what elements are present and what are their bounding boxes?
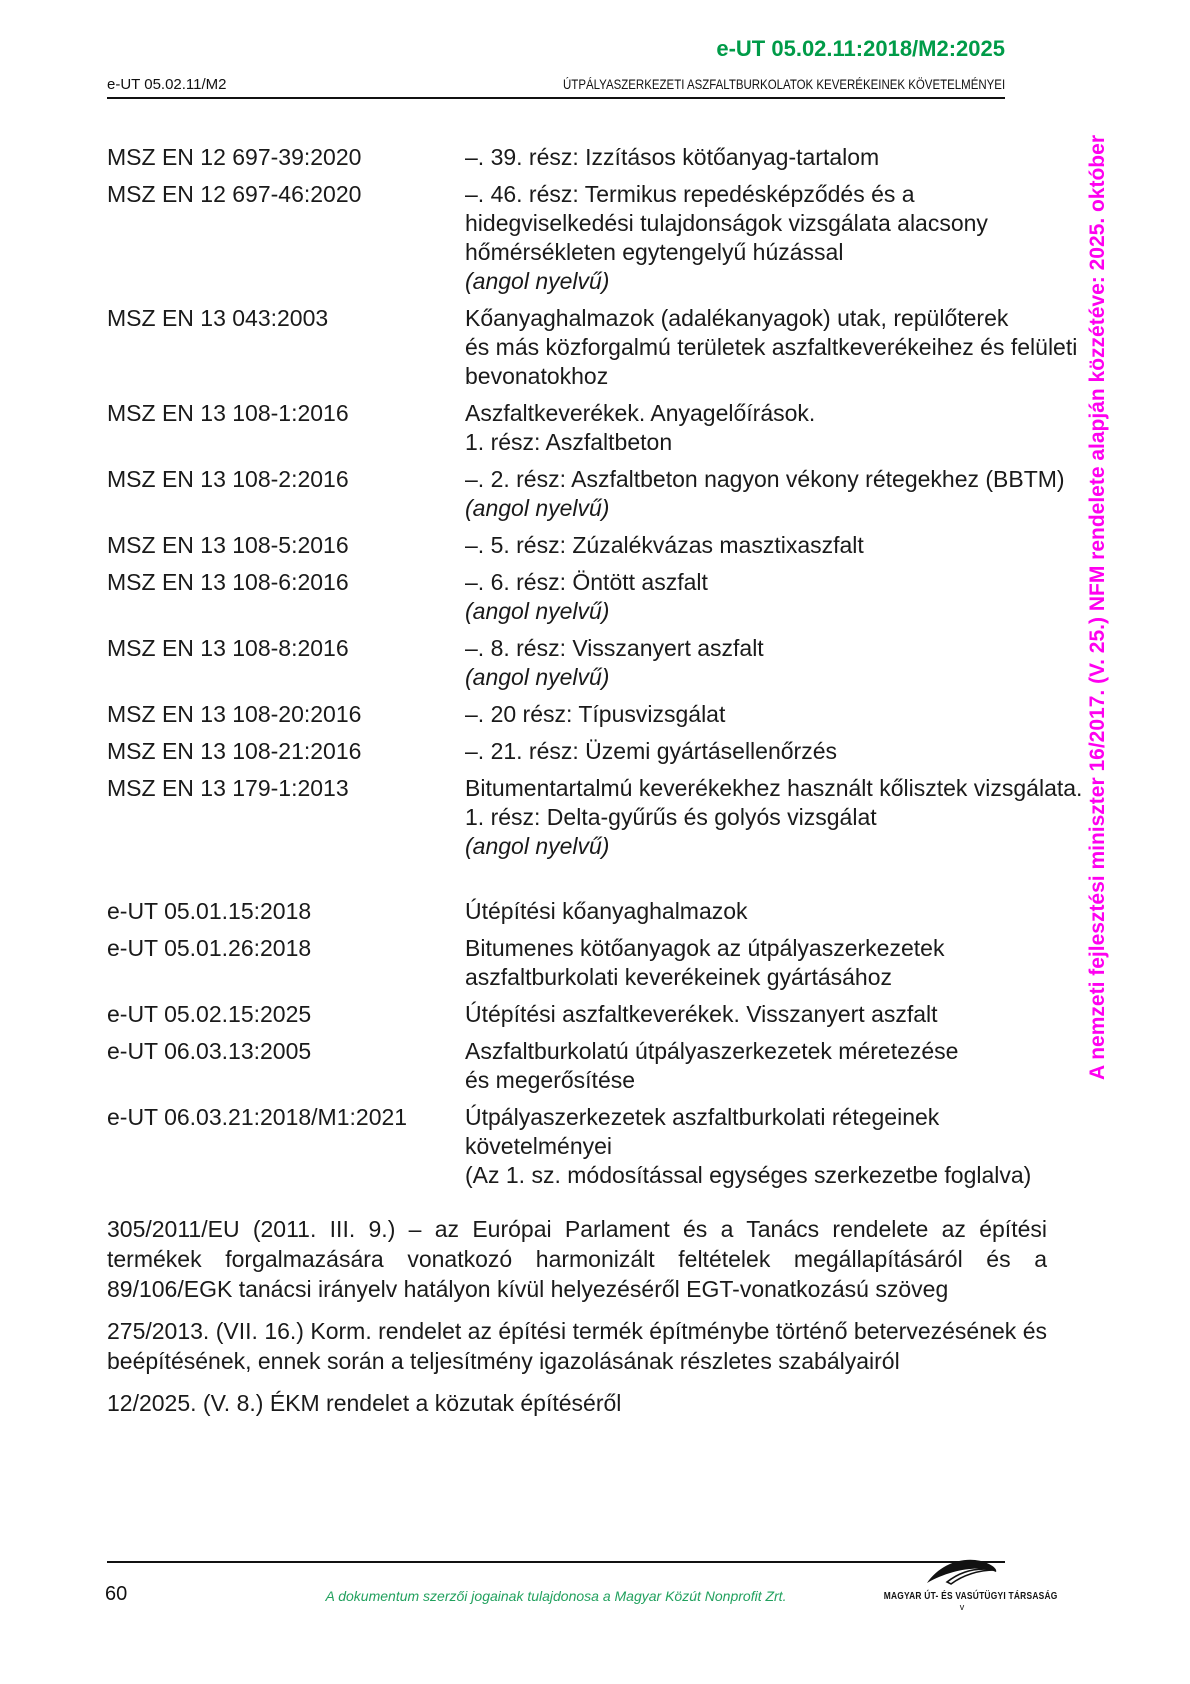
main-content <box>107 143 1107 1430</box>
standard-code: MSZ EN 13 108-8:2016 <box>107 635 349 661</box>
description-line: –. 20 rész: Típusvizsgálat <box>465 701 726 727</box>
standard-code: MSZ EN 13 108-6:2016 <box>107 569 349 595</box>
language-note: (angol nyelvű) <box>465 268 610 294</box>
description-line: –. 2. rész: Aszfaltbeton nagyon vékony rétegekhez (BBTM) <box>465 466 1065 492</box>
standard-description <box>465 180 1107 296</box>
msz-standards-list <box>107 143 1107 861</box>
standard-code: MSZ EN 12 697-46:2020 <box>107 181 362 207</box>
standard-code: e-UT 06.03.13:2005 <box>107 1038 312 1064</box>
standard-code: MSZ EN 13 108-5:2016 <box>107 532 349 558</box>
standard-row <box>107 737 1107 766</box>
language-note: (angol nyelvű) <box>465 664 610 690</box>
standard-code: MSZ EN 13 179-1:2013 <box>107 775 349 801</box>
standard-description <box>465 897 1107 926</box>
description-line: hőmérsékleten egytengelyű húzással <box>465 239 844 265</box>
standard-code: e-UT 06.03.21:2018/M1:2021 <box>107 1104 408 1130</box>
standard-description <box>465 399 1107 457</box>
standard-code: e-UT 05.01.26:2018 <box>107 935 312 961</box>
road-swoosh-icon <box>925 1556 999 1586</box>
standard-description <box>465 568 1107 626</box>
standard-code: MSZ EN 13 108-1:2016 <box>107 400 349 426</box>
regulation-paragraph: 275/2013. (VII. 16.) Korm. rendelet az építési termék építménybe történő betervezésének és beépítésének, ennek során a teljesítmény igazolásának részletes szabályairól <box>107 1318 1047 1374</box>
description-line: Kőanyaghalmazok (adalékanyagok) utak, repülőterek <box>465 305 1009 331</box>
standard-description <box>465 1103 1107 1190</box>
standard-code: e-UT 05.02.15:2025 <box>107 1001 312 1027</box>
standard-row <box>107 774 1107 861</box>
standard-row <box>107 143 1107 172</box>
doc-code-full: e-UT 05.02.11:2018/M2:2025 <box>716 36 1005 61</box>
language-note: (angol nyelvű) <box>465 833 610 859</box>
description-line: aszfaltburkolati keverékeinek gyártásához <box>465 964 893 990</box>
standard-description <box>465 1037 1107 1095</box>
description-line: hidegviselkedési tulajdonságok vizsgálata alacsony <box>465 210 988 236</box>
standard-row <box>107 897 1107 926</box>
description-line: –. 21. rész: Üzemi gyártásellenőrzés <box>465 738 837 764</box>
description-line: követelményei <box>465 1133 613 1159</box>
association-logo <box>862 1556 1062 1610</box>
copyright-notice: A dokumentum szerzői jogainak tulajdonosa a Magyar Közút Nonprofit Zrt. <box>325 1588 787 1604</box>
standard-code: MSZ EN 13 108-20:2016 <box>107 701 362 727</box>
standard-code: e-UT 05.01.15:2018 <box>107 898 312 924</box>
standard-row <box>107 568 1107 626</box>
regulation-paragraph: 305/2011/EU (2011. III. 9.) – az Európai Parlament és a Tanács rendelete az építési termékek forgalmazására vonatkozó harmonizált feltételek megállapításáról és a 89/106/EGK tanácsi irányelv hatályon kívül helyezéséről EGT-vonatkozású szöveg <box>107 1216 1047 1302</box>
regulation-paragraphs <box>107 1214 1047 1418</box>
standard-code: MSZ EN 13 108-21:2016 <box>107 738 362 764</box>
standard-row <box>107 1037 1107 1095</box>
description-line: Útépítési kőanyaghalmazok <box>465 898 748 924</box>
standard-description <box>465 143 1107 172</box>
description-line: Aszfaltburkolatú útpályaszerkezetek méretezése <box>465 1038 959 1064</box>
description-line: Bitumentartalmú keverékekhez használt kőlisztek vizsgálata. <box>465 775 1083 801</box>
description-line: Útépítési aszfaltkeverékek. Visszanyert aszfalt <box>465 1001 938 1027</box>
standard-row <box>107 634 1107 692</box>
standard-description <box>465 1000 1107 1029</box>
standard-description <box>465 774 1107 861</box>
description-line: bevonatokhoz <box>465 363 609 389</box>
eut-standards-list <box>107 897 1107 1190</box>
description-line: –. 6. rész: Öntött aszfalt <box>465 569 708 595</box>
standard-row <box>107 1103 1107 1190</box>
standard-row <box>107 1000 1107 1029</box>
standard-description <box>465 737 1107 766</box>
doc-code-short: e-UT 05.02.11/M2 <box>107 76 227 93</box>
description-line: Bitumenes kötőanyagok az útpályaszerkezetek <box>465 935 945 961</box>
standard-description <box>465 700 1107 729</box>
logo-mark-v: v <box>959 1602 965 1612</box>
standard-row <box>107 700 1107 729</box>
standard-code: MSZ EN 13 108-2:2016 <box>107 466 349 492</box>
standard-description <box>465 465 1107 523</box>
standard-row <box>107 934 1107 992</box>
standard-row <box>107 304 1107 391</box>
doc-title: ÚTPÁLYASZERKEZETI ASZFALTBURKOLATOK KEVERÉKEINEK KÖVETELMÉNYEI <box>562 77 1005 92</box>
language-note: (angol nyelvű) <box>465 495 610 521</box>
standard-description <box>465 634 1107 692</box>
standard-description <box>465 304 1107 391</box>
standard-code: MSZ EN 13 043:2003 <box>107 305 329 331</box>
description-line: 1. rész: Aszfaltbeton <box>465 429 673 455</box>
language-note: (angol nyelvű) <box>465 598 610 624</box>
standard-row <box>107 531 1107 560</box>
page-header <box>107 76 1005 93</box>
description-line: és megerősítése <box>465 1067 636 1093</box>
page-number: 60 <box>105 1583 128 1605</box>
description-line: 1. rész: Delta-gyűrűs és golyós vizsgálat <box>465 804 877 830</box>
description-line: és más közforgalmú területek aszfaltkeverékeihez és felületi <box>465 334 1078 360</box>
description-line: (Az 1. sz. módosítással egységes szerkezetbe foglalva) <box>465 1162 1032 1188</box>
description-line: –. 5. rész: Zúzalékvázas masztixaszfalt <box>465 532 864 558</box>
description-line: Aszfaltkeverékek. Anyagelőírások. <box>465 400 816 426</box>
header-divider <box>107 97 1005 99</box>
publication-side-note: A nemzeti fejlesztési miniszter 16/2017. (V. 25.) NFM rendelete alapján közzétéve: 2025. október <box>1086 135 1109 1080</box>
standard-row <box>107 399 1107 457</box>
description-line: –. 39. rész: Izzításos kötőanyag-tartalom <box>465 144 880 170</box>
standard-description <box>465 934 1107 992</box>
standard-row <box>107 180 1107 296</box>
description-line: Útpályaszerkezetek aszfaltburkolati rétegeinek <box>465 1104 940 1130</box>
description-line: –. 8. rész: Visszanyert aszfalt <box>465 635 764 661</box>
regulation-paragraph: 12/2025. (V. 8.) ÉKM rendelet a közutak építéséről <box>107 1390 622 1416</box>
standard-code: MSZ EN 12 697-39:2020 <box>107 144 362 170</box>
standard-description <box>465 531 1107 560</box>
description-line: –. 46. rész: Termikus repedésképződés és a <box>465 181 915 207</box>
association-name: MAGYAR ÚT- ÉS VASÚTÜGYI TÁRSASÁG <box>883 1590 1058 1602</box>
standard-row <box>107 465 1107 523</box>
